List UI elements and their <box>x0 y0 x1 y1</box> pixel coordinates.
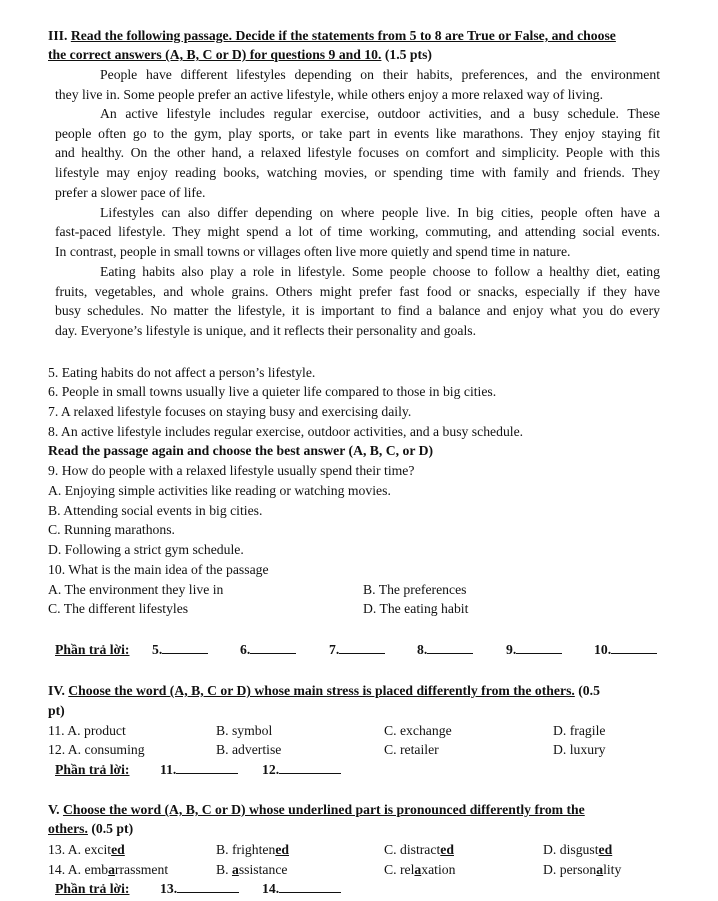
answer-slot-11 <box>160 760 238 779</box>
q9-option-b: B. Attending social events in big cities. <box>48 503 263 518</box>
answer-slot-10 <box>594 640 657 659</box>
section4-heading-line1 <box>48 681 600 700</box>
answer-number: 11. <box>160 762 177 777</box>
answer-slot-5 <box>152 640 208 659</box>
q9-option-d: D. Following a strict gym schedule. <box>48 542 244 557</box>
statement-5: 5. Eating habits do not affect a person’s lifestyle. <box>48 365 316 380</box>
section4-number: IV. <box>48 683 65 698</box>
q12-option-d: D. luxury <box>553 742 606 757</box>
answer-number: 8. <box>417 642 428 657</box>
answer-number: 14. <box>262 881 280 896</box>
q14-option-d: D. personality <box>543 862 622 877</box>
answer-blank-12[interactable] <box>279 761 341 774</box>
section3-heading-line1 <box>48 26 616 45</box>
q14-option-b: B. assistance <box>216 862 288 877</box>
answer-blank-14[interactable] <box>279 880 341 893</box>
q12-option-c: C. retailer <box>384 742 439 757</box>
answer-slot-14 <box>262 879 341 898</box>
passage-line: An active lifestyle includes regular exercise, outdoor activities, and a busy schedule. These <box>100 106 660 121</box>
section4-points: (0.5 <box>578 683 600 698</box>
q12-option-b: B. advertise <box>216 742 282 757</box>
section5-heading-line1 <box>48 800 585 819</box>
answer-number: 6. <box>240 642 251 657</box>
q11-option-d: D. fragile <box>553 723 606 738</box>
section5-number: V. <box>48 802 60 817</box>
section3-number: III. <box>48 28 68 43</box>
passage-line: prefer a slower pace of life. <box>55 185 206 200</box>
statement-7: 7. A relaxed lifestyle focuses on staying busy and exercising daily. <box>48 404 412 419</box>
q10-option-c: C. The different lifestyles <box>48 601 189 616</box>
q9-option-a: A. Enjoying simple activities like reading or watching movies. <box>48 483 391 498</box>
answer-blank-10[interactable] <box>611 641 657 654</box>
section3-instruction: Read the following passage. Decide if the statements from 5 to 8 are True or False, and choose <box>70 28 616 43</box>
passage-line: fast-paced lifestyle. They might spend a lot of time working, commuting, and attending social events. <box>55 224 660 239</box>
q12-option-a: 12. A. consuming <box>48 742 145 757</box>
q13-option-b: B. frightened <box>216 842 289 857</box>
answer-row-section4 <box>55 760 130 779</box>
answer-slot-13 <box>160 879 239 898</box>
mc-instruction: Read the passage again and choose the best answer (A, B, C, or D) <box>48 443 434 458</box>
passage-line: people often go to the gym, play sports, or take part in events like marathons. They enjoy staying fit <box>55 126 660 141</box>
section3-points: (1.5 pts) <box>384 47 432 62</box>
q11-option-c: C. exchange <box>384 723 452 738</box>
passage-line: day. Everyone’s lifestyle is unique, and it reflects their personality and goals. <box>55 323 477 338</box>
q11-option-a: 11. A. product <box>48 723 126 738</box>
answer-slot-12 <box>262 760 341 779</box>
passage-line: In contrast, people in small towns or villages often live more quietly and spend time in nature. <box>55 244 571 259</box>
statement-6: 6. People in small towns usually live a quieter life compared to those in big cities. <box>48 384 497 399</box>
answer-number: 12. <box>262 762 280 777</box>
section4-points-cont: pt) <box>48 703 65 718</box>
section5-heading-line2 <box>48 819 133 838</box>
q13-option-d: D. disgusted <box>543 842 613 857</box>
section4-instruction: Choose the word (A, B, C or D) whose main stress is placed differently from the others. <box>68 683 575 698</box>
passage-line: fruits, vegetables, and whole grains. Others might prefer fast food or snacks, especially if they have <box>55 284 660 299</box>
q14-option-c: C. relaxation <box>384 862 456 877</box>
answer-slot-6 <box>240 640 296 659</box>
answer-blank-7[interactable] <box>339 641 385 654</box>
answer-label: Phần trả lời: <box>55 642 130 657</box>
answer-row-section3 <box>55 640 130 659</box>
question-10: 10. What is the main idea of the passage <box>48 562 269 577</box>
section5-instruction-cont: others. <box>48 821 88 836</box>
section5-points: (0.5 pt) <box>91 821 134 836</box>
q9-option-c: C. Running marathons. <box>48 522 175 537</box>
answer-blank-11[interactable] <box>176 761 238 774</box>
q14-option-a: 14. A. embarrassment <box>48 862 169 877</box>
section5-instruction: Choose the word (A, B, C or D) whose underlined part is pronounced differently from the <box>62 802 585 817</box>
answer-label: Phần trả lời: <box>55 881 130 896</box>
passage-line: and healthy. On the other hand, a relaxed lifestyle focuses on comfort and simplicity. People with this <box>55 145 660 160</box>
answer-number: 5. <box>152 642 163 657</box>
answer-slot-9 <box>506 640 562 659</box>
section3-heading-line2 <box>48 45 432 64</box>
answer-blank-8[interactable] <box>427 641 473 654</box>
answer-blank-13[interactable] <box>177 880 239 893</box>
answer-blank-9[interactable] <box>516 641 562 654</box>
question-9: 9. How do people with a relaxed lifestyle usually spend their time? <box>48 463 415 478</box>
answer-blank-5[interactable] <box>162 641 208 654</box>
answer-blank-6[interactable] <box>250 641 296 654</box>
answer-number: 13. <box>160 881 178 896</box>
passage-line: Lifestyles can also differ depending on where people live. In big cities, people often have a <box>100 205 660 220</box>
answer-row-section5 <box>55 879 130 898</box>
q13-option-a: 13. A. excited <box>48 842 125 857</box>
q10-option-b: B. The preferences <box>363 582 467 597</box>
statement-8: 8. An active lifestyle includes regular exercise, outdoor activities, and a busy schedule. <box>48 424 524 439</box>
section3-instruction-cont: the correct answers (A, B, C or D) for questions 9 and 10. <box>48 47 382 62</box>
q11-option-b: B. symbol <box>216 723 273 738</box>
passage-line: People have different lifestyles depending on their habits, preferences, and the environment <box>100 67 660 82</box>
passage-line: Eating habits also play a role in lifestyle. Some people choose to follow a healthy diet, eating <box>100 264 660 279</box>
answer-slot-7 <box>329 640 385 659</box>
answer-number: 10. <box>594 642 612 657</box>
passage-line: lifestyle may enjoy reading books, watching movies, or spending time with family and friends. They <box>55 165 660 180</box>
q13-option-c: C. distracted <box>384 842 454 857</box>
answer-number: 9. <box>506 642 517 657</box>
q10-option-a: A. The environment they live in <box>48 582 224 597</box>
passage-line: they live in. Some people prefer an active lifestyle, while others enjoy a more relaxed way of living. <box>55 87 604 102</box>
answer-slot-8 <box>417 640 473 659</box>
passage-line: busy schedules. No matter the lifestyle, it is important to find a balance and enjoy what you do every <box>55 303 660 318</box>
q10-option-d: D. The eating habit <box>363 601 469 616</box>
answer-number: 7. <box>329 642 340 657</box>
answer-label: Phần trả lời: <box>55 762 130 777</box>
